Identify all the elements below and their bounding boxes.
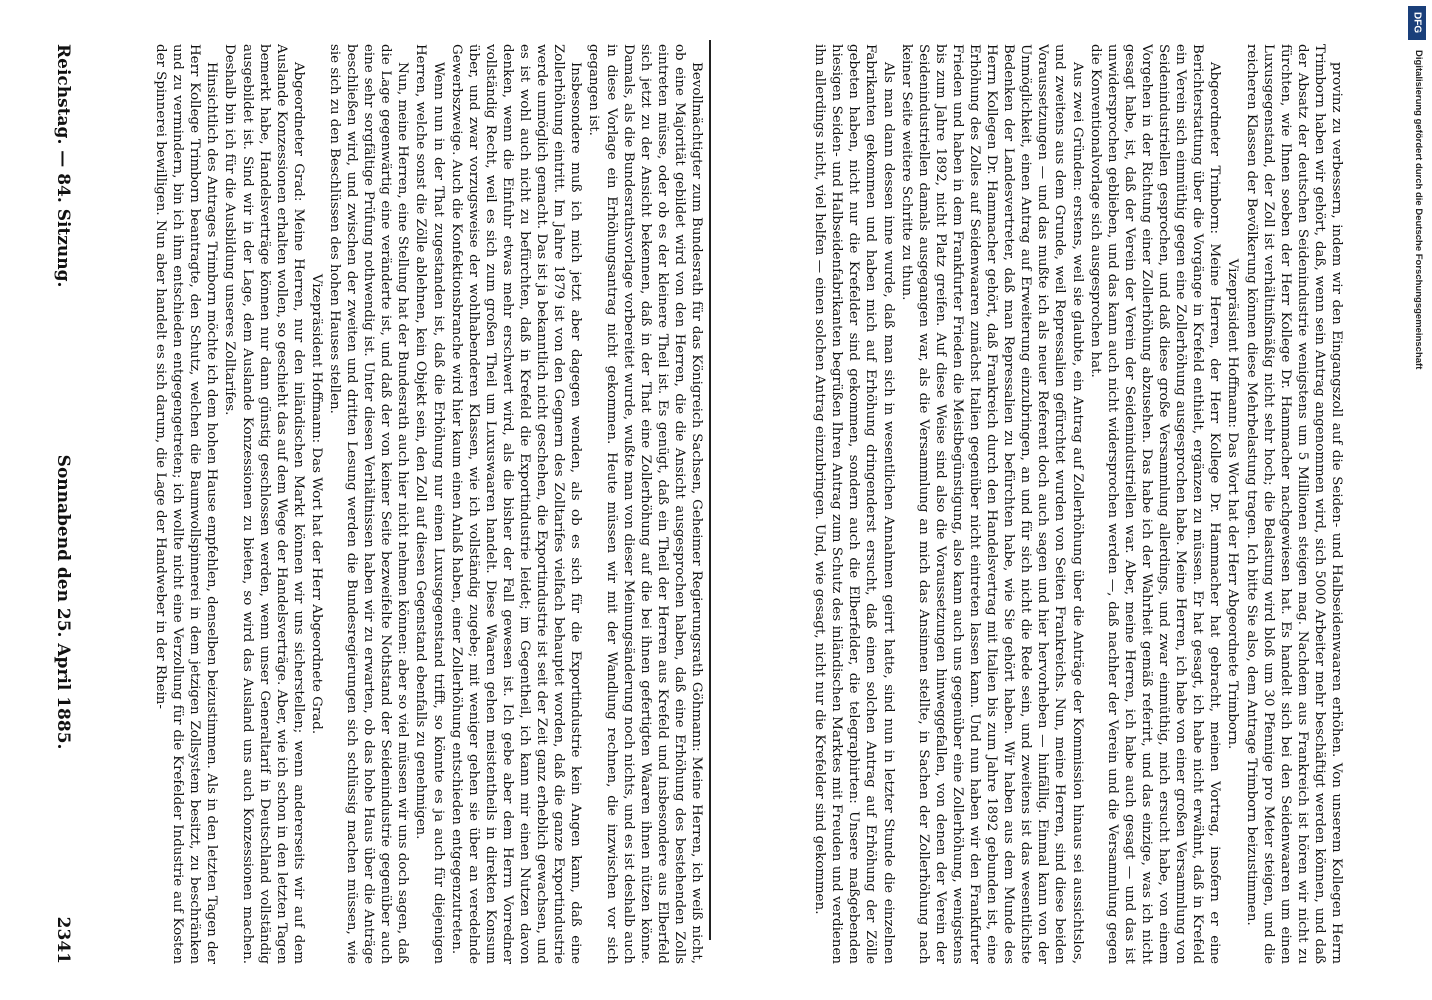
dfg-logo-icon: DFG <box>1408 6 1426 40</box>
paragraph: Vizepräsident Hoffmann: Das Wort hat der Herr Abgeordnete Grad. <box>308 273 324 735</box>
paragraph: provinz zu verbessern, indem wir den Eingangszoll auf die Seiden- und Halbseidenwaaren erhöhen. Von unserem Kollegen Herrn Trimborn haben wir gehört, daß, wenn sein Antrag angenommen wird, sich 5000 Arbeiter mehr beschäftigt werden können, und daß der Absatz der deutschen Seidenindustrie wenigstens um 5 Millionen steigen mag. Nachdem aus Frankreich ist hören wir nicht zu fürchten, wie Ihnen soeben der Herr Kollege Dr. Hammacher nachgewiesen hat. Es handelt sich bei den Seidenwaaren um einen Luxusgegenstand, der Zoll ist verhältnißmäßig nicht sehr hoch; die Belastung wird bloß um 30 Pfennige pro Meter steigen, und die reicheren Klassen der Bevölkerung können diese Mehrbelastung tragen. Ich bitte Sie also, dem Antrage Trimborn beizustimmen. <box>1243 44 1344 964</box>
paragraph: Vizepräsident Hoffmann: Das Wort hat der Herr Abgeordnete Trimborn. <box>1225 258 1241 750</box>
paragraph: Wenn nun in der That zugestanden ist, daß die Erhöhung nur einen Luxusgegenstand trifft, so könnte es ja auch für diejenigen Herren, welche sonst die Zölle ablehnen, kein Objekt sein, den Zoll auf diesen Gegenstand ebenfalls zu genehmigen. <box>413 44 446 964</box>
paragraph: Abgeordneter Grad: Meine Herren, nur den inländischen Markt können wir uns sicherstellen; wenn andererseits wir auf dem Auslande Konzessionen erhalten wollen, so geschieht das auf dem Wege der Handelsverträge. Aber, wie ich schon in den letzten Tagen bemerkt habe, Handelsverträge können nur dann günstig geschlossen werden, wenn unser Generaltarif in Deutschland vollständig ausgebildet ist. Sind wir in der Lage, dem Auslande Konzessionen zu bieten, so wird das Ausland uns auch Konzessionen machen. Deshalb bin ich für die Ausbildung unseres Zolltarifes. <box>222 44 306 964</box>
header-left-title: Reichstag. — 84. Sitzung. <box>53 44 73 288</box>
column-divider <box>709 40 711 940</box>
text-column-right <box>720 44 1345 964</box>
paragraph: Bevollmächtigter zum Bundesrath für das Königreich Sachsen, Geheimer Regierungsrath Göhmann: Meine Herren, ich weiß nicht, ob eine Majorität gebildet wird von den Herren, die die Ansicht ausgesprochen haben, daß eine Erhöhung des bestehenden Zolls eintreten müsse, oder ob es der kleinere Theil ist. Es genügt, daß ein Theil der Herren aus Krefeld und insbesondere aus Elberfeld sich jetzt zu der Ansicht bekennen, daß in der That eine Zollerhöhung auf die bei ihnen gefertigten Waaren ihnen nützen könne. Damals, als die Bundesrathsvorlage vorbereitet wurde, wußte man von dieser Meinungsänderung noch nichts, und es ist deshalb auch in diese Vorlage ein Erhöhungsantrag nicht gekommen. Heute müssen wir mit der Wandlung rechnen, die inzwischen vor sich gegangen ist. <box>586 44 704 964</box>
credit-strip <box>1406 0 1428 1000</box>
paragraph: Insbesondere muß ich mich jetzt aber dagegen wenden, als ob es sich für die Exportindustrie kein Angen kann, daß eine Zollerhöhung eintritt. Im Jahre 1879 ist von den Gegnern des Zolltarifes vielfach behauptet worden, daß die ganze Exportindustrie werde unmöglich gemacht. Das ist ja bekanntlich nicht geschehen, die Exportindustrie ist seit der Zeit ganz erheblich gewachsen, und es ist wohl auch nicht zu befürchten, daß in Krefeld die Exportindustrie leidet; im Gegentheil, ich kann mir einen Nutzen davon denken, wenn die Einfuhr etwas mehr erschwert wird, als die bisher der Fall gewesen ist. Ich gebe aber dem Herrn Vorredner vollständig Recht, weil es sich zum großen Theil um Luxuswaaren handelt. Diese Waaren gehen meistentheils in direkten Konsum über, und zwar vorzugsweise der wohlhabenderen Klassen, wie ich vollständig zugebe; mit weniger gehen sie über an veredelnde Gewerbszweige. Auch die Konfektionsbranche wird hier kaum einen Anlaß haben, einer Zollerhöhung entschieden entgegenzutreten. <box>448 44 584 964</box>
paragraph: Hinsichtlich des Antrages Trimborn möchte ich dem hohen Hause empfehlen, denselben beizustimmen. Als in den letzten Tagen der Herr Kollege Trimborn beantragte, den Schutz, welchen die Baumwollspinnerei in dem jetzigen Zollsystem besitzt, zu beschränken und zu vermindern, bin ich ihm entschieden entgegengetreten; ich wollte nicht eine Verzollung für die Krefelder Industrie auf Kosten der Spinnerei bewilligen. Nun aber handelt es sich darum, die Lage der Handweber in der Rhein- <box>153 44 220 964</box>
paragraph: Aus zwei Gründen: erstens, weil sie glaubte, ein Antrag auf Zollerhöhung über die Anträge der Kommission hinaus sei aussichtslos, und zweitens aus dem Grunde, weil Repressalien gefürchtet wurden von Seiten Frankreichs. Nun, meine Herren, sind diese beiden Voraussetzungen — und das mußte ich als neuer Referent doch auch sagen und hier hervorheben — hinfällig. Einmal kann von der Unmöglichkeit, einen Antrag auf Erweiterung einzubringen, an und für sich nicht die Rede sein, und zweitens ist das wesentlichste Bedenken der Landesvertreter, daß man Repressalien zu befürchten habe, wie Sie gehört haben. Wir haben aus dem Munde des Herrn Kollegen Dr. Hammacher gehört, daß Frankreich durch den Handelsvertrag mit Italien bis zum Jahre 1892 gebunden ist, eine Erhöhung des Zolles auf Seidenwaaren zunächst Italien gegenüber nicht eintreten lassen kann. Und nun haben wir den Frankfurter Frieden und haben in dem Frankfurter Frieden die Meistbegünstigung, also kann auch uns gegenüber eine Zollerhöhung, wenigstens bis zum Jahre 1892, nicht Platz greifen. Auf diese Weise sind also die Voraussetzungen hinweggefallen, von denen der Verein der Seidenindustriellen damals ausgegangen war, als die Versammlung an mich das Ansinnen stellte, in Sachen der Zollerhöhung nach keiner Seite weitere Schritte zu thun. <box>898 44 1085 964</box>
paragraph: Abgeordneter Trimborn: Meine Herren, der Herr Kollege Dr. Hammacher hat gebracht, meinen Vortrag, insofern er eine Berichterstattung über die Vorgänge in Krefeld enthielt, ergänzen zu müssen. Er hat gesagt, ich habe nicht erwähnt, daß in Krefeld ein Verein sich einmüthig gegen eine Zollerhöhung ausgesprochen habe. Meine Herren, ich habe von einer großen Versammlung von Seidenindustriellen gesprochen, und daß diese große Versammlung allerdings, und zwar einmüthig, mich ersucht habe, von einem Vorgehen in der Richtung einer Zollerhöhung abzusehen. Das habe ich der Wahrheit gemäß referirt, und das einzige, was ich nicht gesagt habe, ist, daß der Verein der Verein der Seidenindustriellen war. Aber, meine Herren, ich habe auch gesagt — und das ist unwidersprochen geblieben, und das kann auch nicht widersprochen werden —, daß nachher der Verein und die Versammlung gegen die Konventionalvorlage sich ausgesprochen hat. <box>1087 44 1223 964</box>
running-header <box>50 44 76 964</box>
credit-text: Digitalisierung gefördert durch die Deutsche Forschungsgemeinschaft <box>1413 50 1424 370</box>
paragraph: Nun, meine Herren, eine Stellung hat der Bundesrath auch hier nicht nehmen können: aber so viel müssen wir uns doch sagen, daß die Lage gegenwärtig eine veränderte ist, und daß der von keiner Seite bezweifelte Nothstand der Seidenindustrie gegenüber auch eine sehr sorgfältige Prüfung nothwendig ist. Unter diesen Verhältnissen haben wir zu erwarten, ob das hohe Haus über die Anträge beschließen wird, und zwischen der zweiten und dritten Lesung werden die Bundesregierungen sich schlüssig machen müssen, wie sie sich zu den Beschlüssen des hohen Hauses stellen. <box>327 44 411 964</box>
paragraph: Als man dann dessen inne wurde, daß man sich in wesentlichen Annahmen geirrt hatte, sind nun in letzter Stunde die einzelnen Fabrikanten gekommen und haben mich auf Erhöhung dringenderst ersucht, daß einen solchen Antrag auf Erhöhung der Zölle gebeten haben, nicht nur die Krefelder sind gekommen, sondern auch die Elberfelder, die telegraphirten: Unsere maßgebenden hiesigen Seiden- und Halbseidenfabrikanten begrüßen Ihren Antrag zum Schutz des inländischen Marktes mit Freuden und verdienen ihn allerdings nicht, viel helfen — einen solchen Antrag einzubringen. Und, wie gesagt, nicht nur die Krefelder sind gekommen. <box>812 44 896 964</box>
text-column-left <box>80 44 705 964</box>
page-content <box>50 44 1390 964</box>
header-page-number: 2341 <box>53 916 73 964</box>
header-date: Sonnabend den 25. April 1885. <box>53 454 73 750</box>
